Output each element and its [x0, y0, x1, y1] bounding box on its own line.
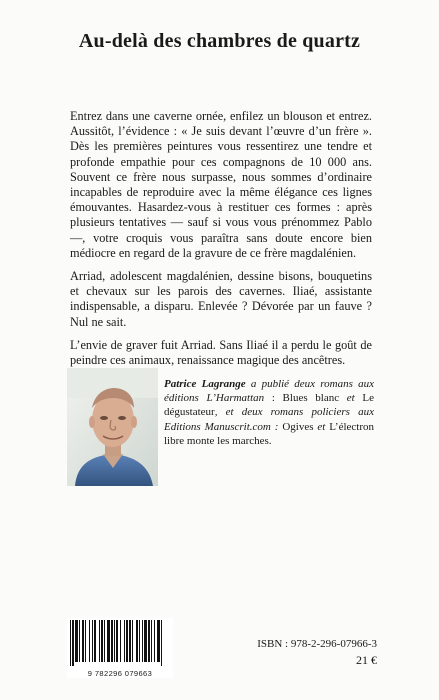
isbn: ISBN : 978-2-296-07966-3: [257, 638, 377, 650]
barcode-bar: [79, 620, 80, 662]
barcode-bar: [151, 620, 152, 662]
barcode-bar: [72, 620, 74, 666]
barcode-bar: [114, 620, 115, 662]
barcode-bar: [142, 620, 143, 662]
barcode-bar: [129, 620, 131, 662]
barcode-bars: [67, 618, 173, 668]
blurb-paragraph-2: Arriad, adolescent magdalénien, dessine bisons, bouquetins et chevaux sur les parois des cavernes. Iliaé, assistante indispensable, a disparu. Enlevée ? Dévorée par un fauve ? Nul ne sait.: [70, 269, 372, 329]
barcode-bar: [101, 620, 103, 662]
author-portrait-image: [67, 368, 158, 486]
barcode-bar: [75, 620, 78, 662]
bio-text: monte les marches.: [184, 434, 272, 447]
barcode-bar: [89, 620, 90, 662]
bio-text: :: [264, 392, 283, 405]
book-title: Au-delà des chambres de quartz: [78, 30, 361, 52]
bio-text: :: [270, 420, 283, 433]
barcode-bar: [124, 620, 125, 662]
barcode-bar: [161, 620, 162, 666]
back-cover-blurb: [70, 109, 372, 376]
book-name: Ogives: [282, 420, 314, 433]
book-name: L’électron libre: [164, 420, 374, 447]
barcode-bar: [94, 620, 96, 662]
author-photo: [67, 368, 158, 486]
bio-text: et: [313, 420, 330, 433]
barcode-bar: [120, 620, 121, 662]
barcode-bar: [82, 620, 84, 662]
barcode-bar: [111, 620, 113, 662]
bio-text: a publié deux romans aux éditions: [164, 378, 374, 405]
barcode-bar: [104, 620, 105, 662]
barcode-bar: [126, 620, 128, 662]
bio-text: , et deux romans policiers aux Editions: [164, 406, 374, 433]
author-bio: [164, 377, 374, 448]
barcode-bar: [144, 620, 147, 662]
publisher-name: Manuscrit.com: [204, 420, 271, 433]
author-name: Patrice Lagrange: [164, 378, 246, 390]
barcode-bar: [154, 620, 155, 662]
blurb-paragraph-3: L’envie de graver fuit Arriad. Sans Iliaé il a perdu le goût de peindre ces animaux, renaissance magique des ancêtres.: [70, 337, 372, 368]
barcode-bar: [92, 620, 93, 662]
barcode: [67, 618, 173, 678]
barcode-number: 9 782296 079663: [87, 669, 153, 678]
book-name: Blues blanc: [282, 392, 340, 405]
barcode-bar: [148, 620, 150, 662]
barcode-bar: [116, 620, 118, 662]
price: 21 €: [356, 653, 377, 667]
barcode-bar: [70, 620, 71, 666]
publisher-name: L’Harmattan: [206, 392, 265, 405]
barcode-bar: [139, 620, 140, 662]
book-name: Le dégustateur: [164, 392, 374, 419]
barcode-bar: [136, 620, 138, 662]
barcode-bar: [107, 620, 110, 662]
barcode-bar: [99, 620, 100, 662]
barcode-bar: [132, 620, 133, 662]
bio-text: et: [339, 392, 363, 405]
barcode-bar: [85, 620, 86, 662]
barcode-bar: [157, 620, 160, 662]
blurb-paragraph-1: Entrez dans une caverne ornée, enfilez un blouson et entrez. Aussitôt, l’évidence : « Je suis devant l’œuvre d’un frère ». Dès les premières peintures vous ressentirez une tendre et profonde empathie pour ces compagnons de 10 000 ans. Souvent ce frère nous surpasse, nous sommes d’ordinaire incapables de reproduire avec la même élégance ces lignes émouvantes. Hasardez-vous à restituer ces formes : après plusieurs tentatives — sauf si vous vous prénommez Pablo —, votre croquis vous paraîtra sans doute encore bien médiocre en regard de la gravure de ce frère magdalénien.: [70, 109, 372, 260]
